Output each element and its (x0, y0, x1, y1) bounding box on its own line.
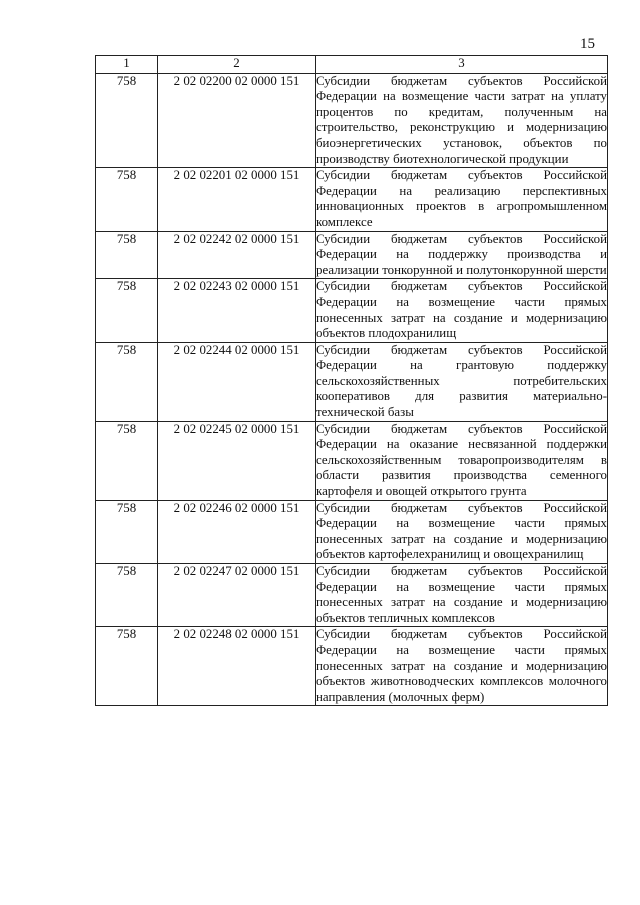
admin-code-cell: 758 (96, 168, 158, 231)
revenue-codes-table (95, 55, 608, 706)
budget-code-cell: 2 02 02246 02 0000 151 (158, 500, 316, 563)
table-row (96, 627, 608, 706)
admin-code-cell: 758 (96, 500, 158, 563)
admin-code-cell: 758 (96, 231, 158, 279)
admin-code-cell: 758 (96, 421, 158, 500)
admin-code-cell: 758 (96, 627, 158, 706)
description-cell: Субсидии бюджетам субъектов Российской Федерации на возмещение части прямых понесенных затрат на создание и модернизацию объектов плодохранилищ (316, 279, 608, 342)
description-cell: Субсидии бюджетам субъектов Российской Федерации на возмещение части затрат на уплату процентов по кредитам, полученным на строительство, реконструкцию и модернизацию биоэнергетических установок, объектов по производству биотехнологической продукции (316, 73, 608, 168)
page-number: 15 (580, 36, 595, 52)
table-row (96, 231, 608, 279)
admin-code-cell: 758 (96, 342, 158, 421)
column-header-2: 2 (158, 56, 316, 74)
description-cell: Субсидии бюджетам субъектов Российской Федерации на оказание несвязанной поддержки сельскохозяйственным товаропроизводителям в области развития производства семенного картофеля и овощей открытого грунта (316, 421, 608, 500)
table-row (96, 279, 608, 342)
admin-code-cell: 758 (96, 73, 158, 168)
table-row (96, 564, 608, 627)
table-row (96, 168, 608, 231)
description-cell: Субсидии бюджетам субъектов Российской Федерации на грантовую поддержку сельскохозяйственных потребительских кооперативов для развития материально-технической базы (316, 342, 608, 421)
budget-code-cell: 2 02 02243 02 0000 151 (158, 279, 316, 342)
budget-code-cell: 2 02 02242 02 0000 151 (158, 231, 316, 279)
description-cell: Субсидии бюджетам субъектов Российской Федерации на возмещение части прямых понесенных затрат на создание и модернизацию объектов картофелехранилищ и овощехранилищ (316, 500, 608, 563)
description-cell: Субсидии бюджетам субъектов Российской Федерации на реализацию перспективных инновационных проектов в агропромышленном комплексе (316, 168, 608, 231)
budget-code-cell: 2 02 02244 02 0000 151 (158, 342, 316, 421)
budget-code-cell: 2 02 02200 02 0000 151 (158, 73, 316, 168)
table-row (96, 421, 608, 500)
description-cell: Субсидии бюджетам субъектов Российской Федерации на возмещение части прямых понесенных затрат на создание и модернизацию объектов тепличных комплексов (316, 564, 608, 627)
budget-code-cell: 2 02 02245 02 0000 151 (158, 421, 316, 500)
table-body (96, 56, 608, 706)
table-row (96, 73, 608, 168)
description-cell: Субсидии бюджетам субъектов Российской Федерации на возмещение части прямых понесенных затрат на создание и модернизацию объектов животноводческих комплексов молочного направления (молочных ферм) (316, 627, 608, 706)
budget-code-cell: 2 02 02247 02 0000 151 (158, 564, 316, 627)
column-header-3: 3 (316, 56, 608, 74)
table-row (96, 342, 608, 421)
admin-code-cell: 758 (96, 564, 158, 627)
table-row (96, 500, 608, 563)
column-header-1: 1 (96, 56, 158, 74)
budget-code-cell: 2 02 02201 02 0000 151 (158, 168, 316, 231)
description-cell: Субсидии бюджетам субъектов Российской Федерации на поддержку производства и реализации тонкорунной и полутонкорунной шерсти (316, 231, 608, 279)
table-header-row (96, 56, 608, 74)
admin-code-cell: 758 (96, 279, 158, 342)
budget-code-cell: 2 02 02248 02 0000 151 (158, 627, 316, 706)
